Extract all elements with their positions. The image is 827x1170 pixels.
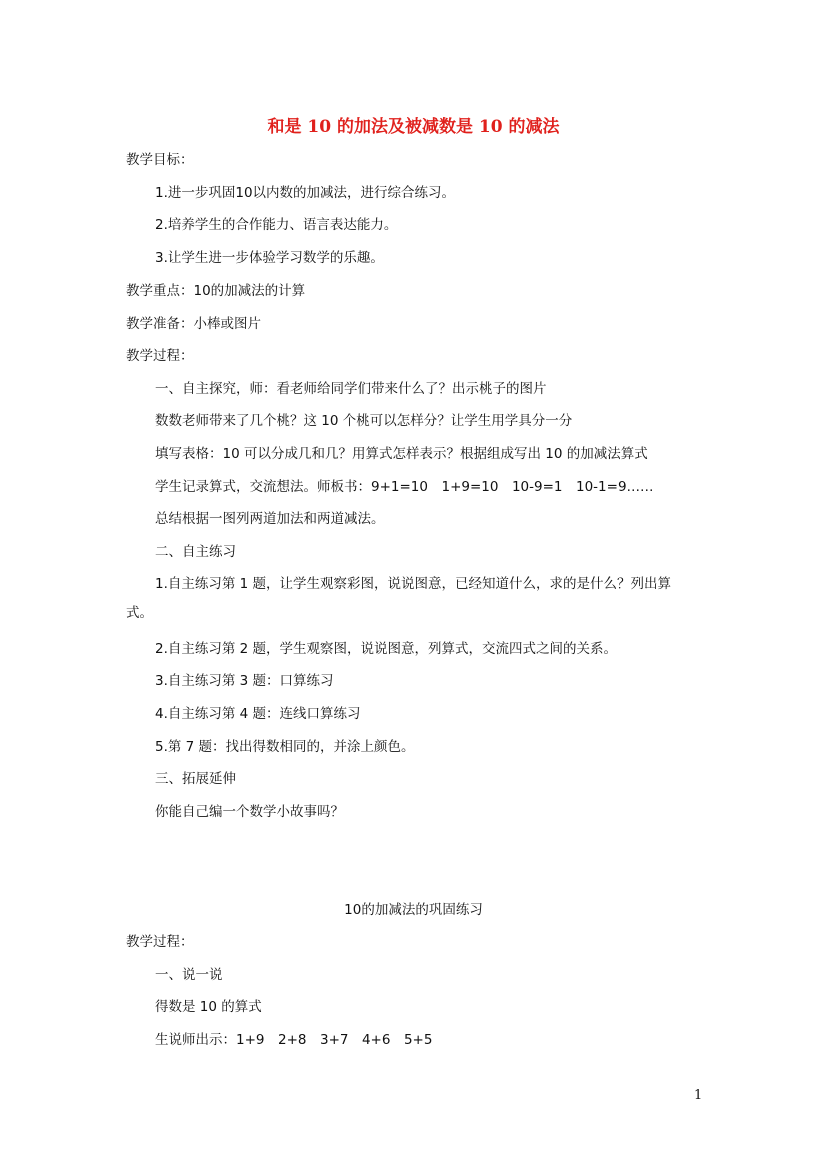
text-line: 一、说一说 bbox=[155, 967, 223, 983]
text-line: 学生记录算式，交流想法。师板书：9+1=10 1+9=10 10-9=1 10-1=9…… bbox=[155, 479, 654, 495]
text-line: 2.自主练习第 2 题，学生观察图，说说图意，列算式，交流四式之间的关系。 bbox=[155, 641, 618, 657]
text-line: 教学过程： bbox=[126, 934, 194, 950]
document-title: 和是 10 的加法及被减数是 10 的减法 bbox=[267, 117, 560, 137]
section-heading: 10的加减法的巩固练习 bbox=[344, 902, 483, 918]
text-line: 教学目标： bbox=[126, 152, 194, 168]
text-line: 3.让学生进一步体验学习数学的乐趣。 bbox=[155, 250, 384, 266]
page-number: 1 bbox=[694, 1088, 703, 1103]
text-line: 1.进一步巩固10以内数的加减法，进行综合练习。 bbox=[155, 185, 456, 201]
text-line: 教学准备：小棒或图片 bbox=[126, 316, 261, 332]
text-line: 你能自己编一个数学小故事吗？ bbox=[155, 804, 344, 820]
text-line: 二、自主练习 bbox=[155, 544, 236, 560]
text-line: 填写表格：10 可以分成几和几？用算式怎样表示？根据组成写出 10 的加减法算式 bbox=[155, 446, 648, 462]
text-line: 教学过程： bbox=[126, 348, 194, 364]
text-line: 总结根据一图列两道加法和两道减法。 bbox=[155, 511, 385, 527]
text-line: 5.第 7 题：找出得数相同的，并涂上颜色。 bbox=[155, 739, 415, 755]
text-line: 式。 bbox=[126, 605, 153, 621]
text-line: 1.自主练习第 1 题，让学生观察彩图，说说图意，已经知道什么，求的是什么？列出算 bbox=[155, 576, 672, 592]
text-line: 4.自主练习第 4 题：连线口算练习 bbox=[155, 706, 361, 722]
text-line: 3.自主练习第 3 题：口算练习 bbox=[155, 673, 334, 689]
text-line: 教学重点：10的加减法的计算 bbox=[126, 283, 306, 299]
text-line: 生说师出示：1+9 2+8 3+7 4+6 5+5 bbox=[155, 1032, 433, 1048]
text-line: 三、拓展延伸 bbox=[155, 771, 236, 787]
text-line: 得数是 10 的算式 bbox=[155, 999, 262, 1015]
text-line: 数数老师带来了几个桃？这 10 个桃可以怎样分？让学生用学具分一分 bbox=[155, 413, 573, 429]
text-line: 一、自主探究，师：看老师给同学们带来什么了？出示桃子的图片 bbox=[155, 381, 547, 397]
text-line: 2.培养学生的合作能力、语言表达能力。 bbox=[155, 217, 398, 233]
